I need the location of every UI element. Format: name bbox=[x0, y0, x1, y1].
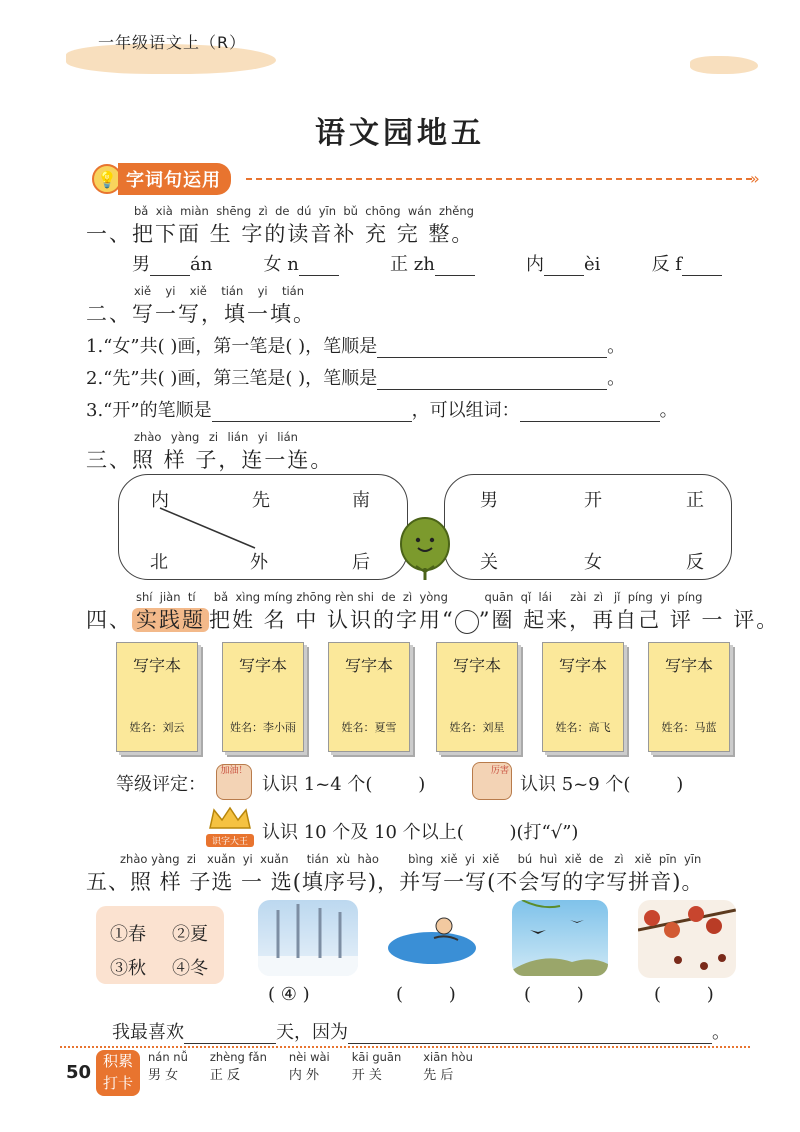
page-number: 50 bbox=[66, 1062, 92, 1083]
grade-option-1[interactable]: 认识 1~4 个( ) bbox=[262, 774, 426, 795]
footer-word: nán nǚ 男 女 bbox=[148, 1050, 188, 1083]
lightbulb-icon: 💡 bbox=[92, 164, 122, 194]
match-char[interactable]: 正 bbox=[686, 490, 704, 511]
q1-heading: 一、把下面 生 字的读音补 充 完 整。 bbox=[86, 222, 475, 246]
answer-blank[interactable] bbox=[348, 1043, 712, 1044]
crown-shape-icon bbox=[206, 806, 254, 830]
pinyin-syllable: yi bbox=[257, 430, 268, 444]
page-title: 语文园地五 bbox=[315, 116, 485, 151]
answer-slot[interactable]: ( ) bbox=[654, 984, 714, 1005]
pinyin-syllable: tián bbox=[221, 284, 244, 298]
swallow-willow-icon bbox=[512, 900, 608, 976]
autumn-scene-image bbox=[638, 900, 736, 978]
match-char[interactable]: 反 bbox=[686, 552, 704, 573]
footer-word: xiān hòu 先 后 bbox=[423, 1050, 473, 1083]
pinyin-syllable: shēng bbox=[216, 204, 252, 218]
notebook[interactable]: 写字本 姓名：高飞 bbox=[542, 642, 624, 752]
answer-slot[interactable]: ( ) bbox=[396, 984, 456, 1005]
match-char[interactable]: 内 bbox=[151, 490, 169, 511]
match-char[interactable]: 女 bbox=[584, 552, 602, 573]
pinyin-syllable: miàn bbox=[180, 204, 209, 218]
season-option: ③秋 bbox=[110, 958, 146, 979]
pinyin-syllable: wán bbox=[407, 204, 432, 218]
footer-word: zhèng fǎn 正 反 bbox=[209, 1050, 267, 1083]
season-option: ①春 bbox=[110, 924, 146, 945]
q4-pinyin: shí jiàn tí bǎ xìng míng zhōng rèn shi de zì yòng quān qǐ lái zài zì jǐ píng yi píng bbox=[136, 590, 703, 604]
match-char[interactable]: 后 bbox=[352, 552, 370, 573]
q1-item: 男 án bbox=[132, 254, 213, 275]
notebook[interactable]: 写字本 姓名：刘星 bbox=[436, 642, 518, 752]
notebook[interactable]: 写字本 姓名：李小雨 bbox=[222, 642, 304, 752]
crown-label: 识字大王 bbox=[206, 834, 254, 847]
pinyin-syllable: lián bbox=[277, 430, 298, 444]
match-char[interactable]: 外 bbox=[250, 552, 268, 573]
pinyin-syllable: yi bbox=[165, 284, 176, 298]
practice-tag: 实践题 bbox=[132, 608, 209, 632]
circle-icon bbox=[455, 610, 479, 634]
snowy-trees-icon bbox=[258, 900, 358, 976]
q4-heading: 四、 实践题 把姓 名 中 认识的字用“ ”圈 起来，再自己 评 一 评。 bbox=[86, 608, 780, 632]
footer-word: nèi wài 内 外 bbox=[288, 1050, 330, 1083]
maple-leaves-icon bbox=[638, 900, 736, 978]
pinyin-syllable: yīn bbox=[318, 204, 337, 218]
favorite-season-line: 我最喜欢 天，因为 。 bbox=[112, 1022, 730, 1043]
pinyin-syllable: xià bbox=[155, 204, 173, 218]
pinyin-syllable: bǔ bbox=[343, 204, 358, 218]
season-option: ②夏 bbox=[172, 924, 208, 945]
match-char[interactable]: 关 bbox=[480, 552, 498, 573]
pinyin-syllable: zhào bbox=[134, 430, 162, 444]
season-option: ④冬 bbox=[172, 958, 208, 979]
section-badge-label: 字词句运用 bbox=[118, 163, 231, 195]
footer-word-list bbox=[148, 1050, 473, 1083]
match-char[interactable]: 男 bbox=[480, 490, 498, 511]
footer-badge: 积累 打卡 bbox=[96, 1050, 140, 1096]
answer-blank[interactable] bbox=[184, 1043, 276, 1044]
q2-heading: 二、写一写，填一填。 bbox=[86, 302, 316, 326]
grade-label: 等级评定： bbox=[116, 774, 206, 795]
pinyin-syllable: zì bbox=[258, 204, 268, 218]
notebook[interactable]: 写字本 姓名：夏雪 bbox=[328, 642, 410, 752]
answer-slot[interactable]: ( ④ ) bbox=[268, 984, 310, 1005]
match-char[interactable]: 开 bbox=[584, 490, 602, 511]
q3-heading: 三、照 样 子，连一连。 bbox=[86, 448, 334, 472]
crown-icon bbox=[206, 806, 254, 846]
q1-item: 女 n bbox=[264, 250, 339, 276]
pinyin-syllable: de bbox=[275, 204, 290, 218]
q5-heading: 五、照 样 子选 一 选(填序号)，并写一写(不会写的字写拼音)。 bbox=[86, 870, 704, 894]
q2-line-3: 3.“开”的笔顺是 ，可以组词： 。 bbox=[86, 400, 678, 421]
grade-option-2[interactable]: 认识 5~9 个( ) bbox=[520, 774, 684, 795]
footer-divider bbox=[60, 1046, 750, 1048]
answer-slot[interactable]: ( ) bbox=[524, 984, 584, 1005]
fist-icon: 加油！ bbox=[216, 764, 252, 800]
double-arrow-icon: » bbox=[750, 169, 760, 188]
match-char[interactable]: 北 bbox=[150, 552, 168, 573]
pinyin-syllable: zi bbox=[208, 430, 219, 444]
q5-pinyin: zhào yàng zi xuǎn yi xuǎn tián xù hào bìng xiě yi xiě bú huì xiě de zì xiě pīn yīn bbox=[120, 852, 702, 866]
q1-item: 内 èi bbox=[525, 254, 601, 275]
winter-scene-image bbox=[258, 900, 358, 976]
q2-line-1: 1.“女”共( )画，第一笔是( )，笔顺是 。 bbox=[86, 336, 626, 357]
grade-option-3[interactable]: 认识 10 个及 10 个以上( )(打“√”) bbox=[262, 822, 579, 843]
tree-mascot-icon bbox=[396, 514, 454, 580]
pinyin-syllable: xiě bbox=[189, 284, 207, 298]
thumbs-up-icon: 厉害 bbox=[472, 762, 512, 800]
pinyin-syllable: xiě bbox=[134, 284, 152, 298]
pinyin-syllable: bǎ bbox=[134, 204, 149, 218]
q2-line-2: 2.“先”共( )画，第三笔是( )，笔顺是 。 bbox=[86, 368, 626, 389]
summer-scene-image bbox=[384, 904, 480, 968]
pinyin-syllable: yàng bbox=[170, 430, 200, 444]
pinyin-syllable: yi bbox=[257, 284, 268, 298]
pinyin-syllable: chōng bbox=[365, 204, 401, 218]
swimmer-icon bbox=[384, 904, 480, 968]
pinyin-syllable: lián bbox=[227, 430, 249, 444]
q1-item: 正 zh bbox=[390, 250, 475, 276]
notebook[interactable]: 写字本 姓名：马蓝 bbox=[648, 642, 730, 752]
match-char[interactable]: 南 bbox=[352, 490, 370, 511]
pinyin-syllable: dú bbox=[296, 204, 312, 218]
spring-scene-image bbox=[512, 900, 608, 976]
match-char[interactable]: 先 bbox=[252, 490, 270, 511]
pinyin-syllable: zhěng bbox=[438, 204, 474, 218]
notebook[interactable]: 写字本 姓名：刘云 bbox=[116, 642, 198, 752]
footer-word: kāi guān 开 关 bbox=[351, 1050, 402, 1083]
q1-item: 反 f bbox=[652, 250, 722, 276]
pinyin-syllable: tián bbox=[281, 284, 304, 298]
book-title: 一年级语文上（R） bbox=[98, 33, 247, 52]
